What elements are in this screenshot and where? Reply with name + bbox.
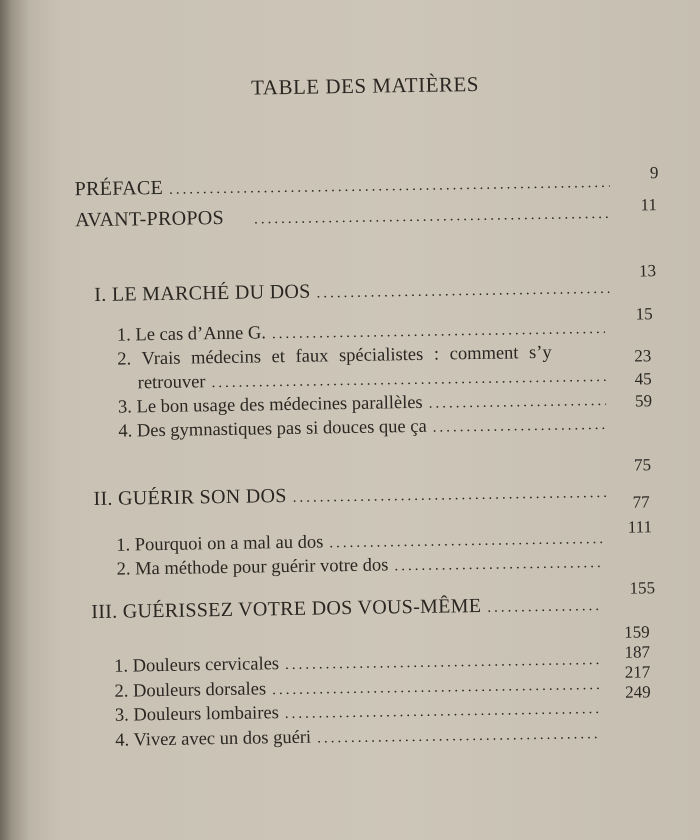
entry-label: retrouver [137, 372, 206, 394]
entry-label: II. GUÉRIR SON DOS [93, 485, 287, 511]
page-number: 75 [633, 455, 652, 475]
leader-dots [317, 726, 601, 747]
page-number: 249 [624, 682, 651, 702]
toc-part-1 [94, 276, 609, 307]
toc-part-3 [91, 593, 601, 624]
toc-entry-avant-propos [75, 201, 610, 232]
entry-label: 3. Douleurs lombaires [114, 703, 279, 726]
leader-dots [487, 598, 601, 617]
page-number: 13 [638, 261, 657, 281]
page-number: 111 [627, 517, 653, 537]
toc-chapter [115, 698, 601, 727]
toc-chapter [116, 552, 604, 581]
entry-label: 3. Le bon usage des médecines parallèles [117, 392, 423, 418]
entry-label: 4. Des gymnastiques pas si douces que ça [118, 416, 427, 442]
page-number: 159 [624, 622, 650, 642]
leader-dots [329, 531, 604, 552]
leader-dots [211, 369, 605, 392]
leader-dots [272, 677, 601, 699]
leader-dots [254, 206, 610, 229]
leader-dots [285, 701, 601, 723]
entry-label: 2. Vrais médecins et faux spécialistes : comment s’y [117, 342, 552, 370]
page-number: 9 [649, 163, 659, 183]
page-number: 187 [624, 642, 651, 662]
page-number: 11 [640, 195, 658, 215]
toc-part-2 [93, 480, 608, 511]
toc-chapter [115, 723, 601, 752]
page-number: 15 [635, 304, 653, 324]
page-number: 23 [634, 346, 652, 366]
entry-label: 2. Douleurs dorsales [114, 679, 267, 702]
entry-label: AVANT-PROPOS [74, 206, 225, 232]
leader-dots [394, 555, 604, 575]
toc-chapter [114, 649, 600, 678]
leader-dots [169, 175, 610, 199]
page-title: TABLE DES MATIÈRES [250, 71, 480, 100]
entry-label: 1. Douleurs cervicales [114, 654, 280, 677]
entry-label: III. GUÉRISSEZ VOTRE DOS VOUS-MÊME [91, 594, 482, 624]
page-number: 155 [629, 578, 656, 598]
leader-dots [285, 652, 600, 674]
entry-label: 2. Ma méthode pour guérir votre dos [116, 555, 389, 580]
leader-dots [433, 417, 607, 437]
leader-dots [272, 321, 605, 343]
leader-dots [293, 485, 609, 507]
page-number: 217 [624, 662, 651, 682]
toc-chapter [118, 414, 606, 443]
entry-label: 1. Le cas d’Anne G. [116, 323, 267, 346]
entry-label: PRÉFACE [74, 176, 164, 201]
leader-dots [316, 281, 609, 303]
page-number: 59 [634, 391, 653, 411]
entry-label: I. LE MARCHÉ DU DOS [94, 280, 311, 307]
leader-dots [429, 393, 607, 413]
entry-label: 4. Vivez avec un dos guéri [115, 727, 312, 751]
entry-label: 1. Pourquoi on a mal au dos [116, 532, 324, 556]
toc-entry-preface [74, 170, 609, 201]
page-number: 77 [632, 492, 650, 512]
page-number: 45 [634, 369, 652, 389]
